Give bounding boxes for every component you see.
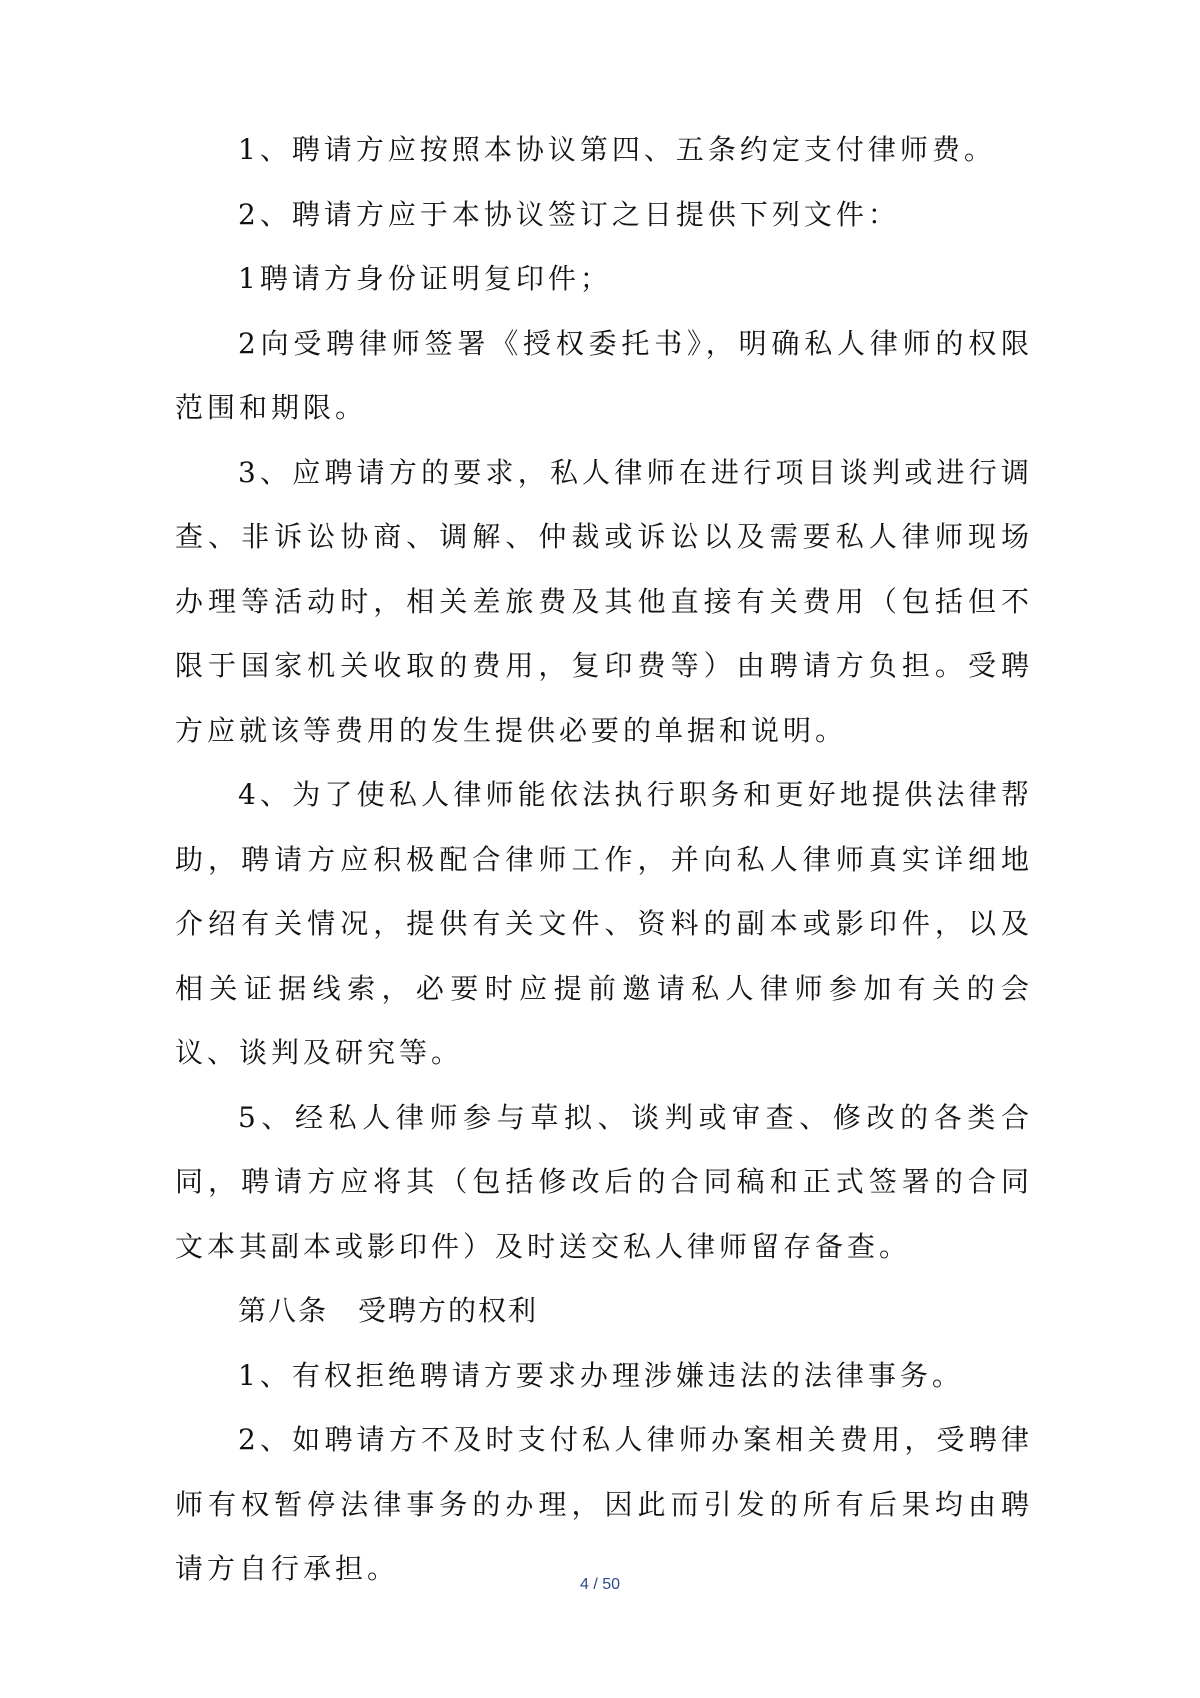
document-body [175,118,1033,1602]
paragraph-expenses: 3、应聘请方的要求，私人律师在进行项目谈判或进行调查、非诉讼协商、调解、仲裁或诉讼以及需要私人律师现场办理等活动时，相关差旅费及其他直接有关费用（包括但不限于国家机关收取的费用，复印费等）由聘请方负担。受聘方应就该等费用的发生提供必要的单据和说明。 [175,455,1033,747]
paragraph-id-copy: 1聘请方身份证明复印件； [238,262,612,295]
paragraph-contracts: 5、经私人律师参与草拟、谈判或审查、修改的各类合同，聘请方应将其（包括修改后的合同稿和正式签署的合同文本其副本或影印件）及时送交私人律师留存备查。 [175,1100,1033,1263]
paragraph-authorization: 2向受聘律师签署《授权委托书》，明确私人律师的权限范围和期限。 [175,326,1033,424]
page-number: 4 / 50 [579,1576,621,1593]
paragraph-documents: 2、聘请方应于本协议签订之日提供下列文件： [238,197,900,231]
paragraph-payment: 1、聘请方应按照本协议第四、五条约定支付律师费。 [238,133,996,166]
section-heading: 第八条 受聘方的权利 [238,1294,539,1327]
paragraph-cooperation: 4、为了使私人律师能依法执行职务和更好地提供法律帮助，聘请方应积极配合律师工作，并向私人律师真实详细地介绍有关情况，提供有关文件、资料的副本或影印件，以及相关证据线索，必要时应提前邀请私人律师参加有关的会议、谈判及研究等。 [175,778,1033,1069]
paragraph-suspend: 2、如聘请方不及时支付私人律师办案相关费用，受聘律师有权暂停法律事务的办理，因此而引发的所有后果均由聘请方自行承担。 [175,1423,1033,1585]
paragraph-refuse: 1、有权拒绝聘请方要求办理涉嫌违法的法律事务。 [238,1358,964,1392]
